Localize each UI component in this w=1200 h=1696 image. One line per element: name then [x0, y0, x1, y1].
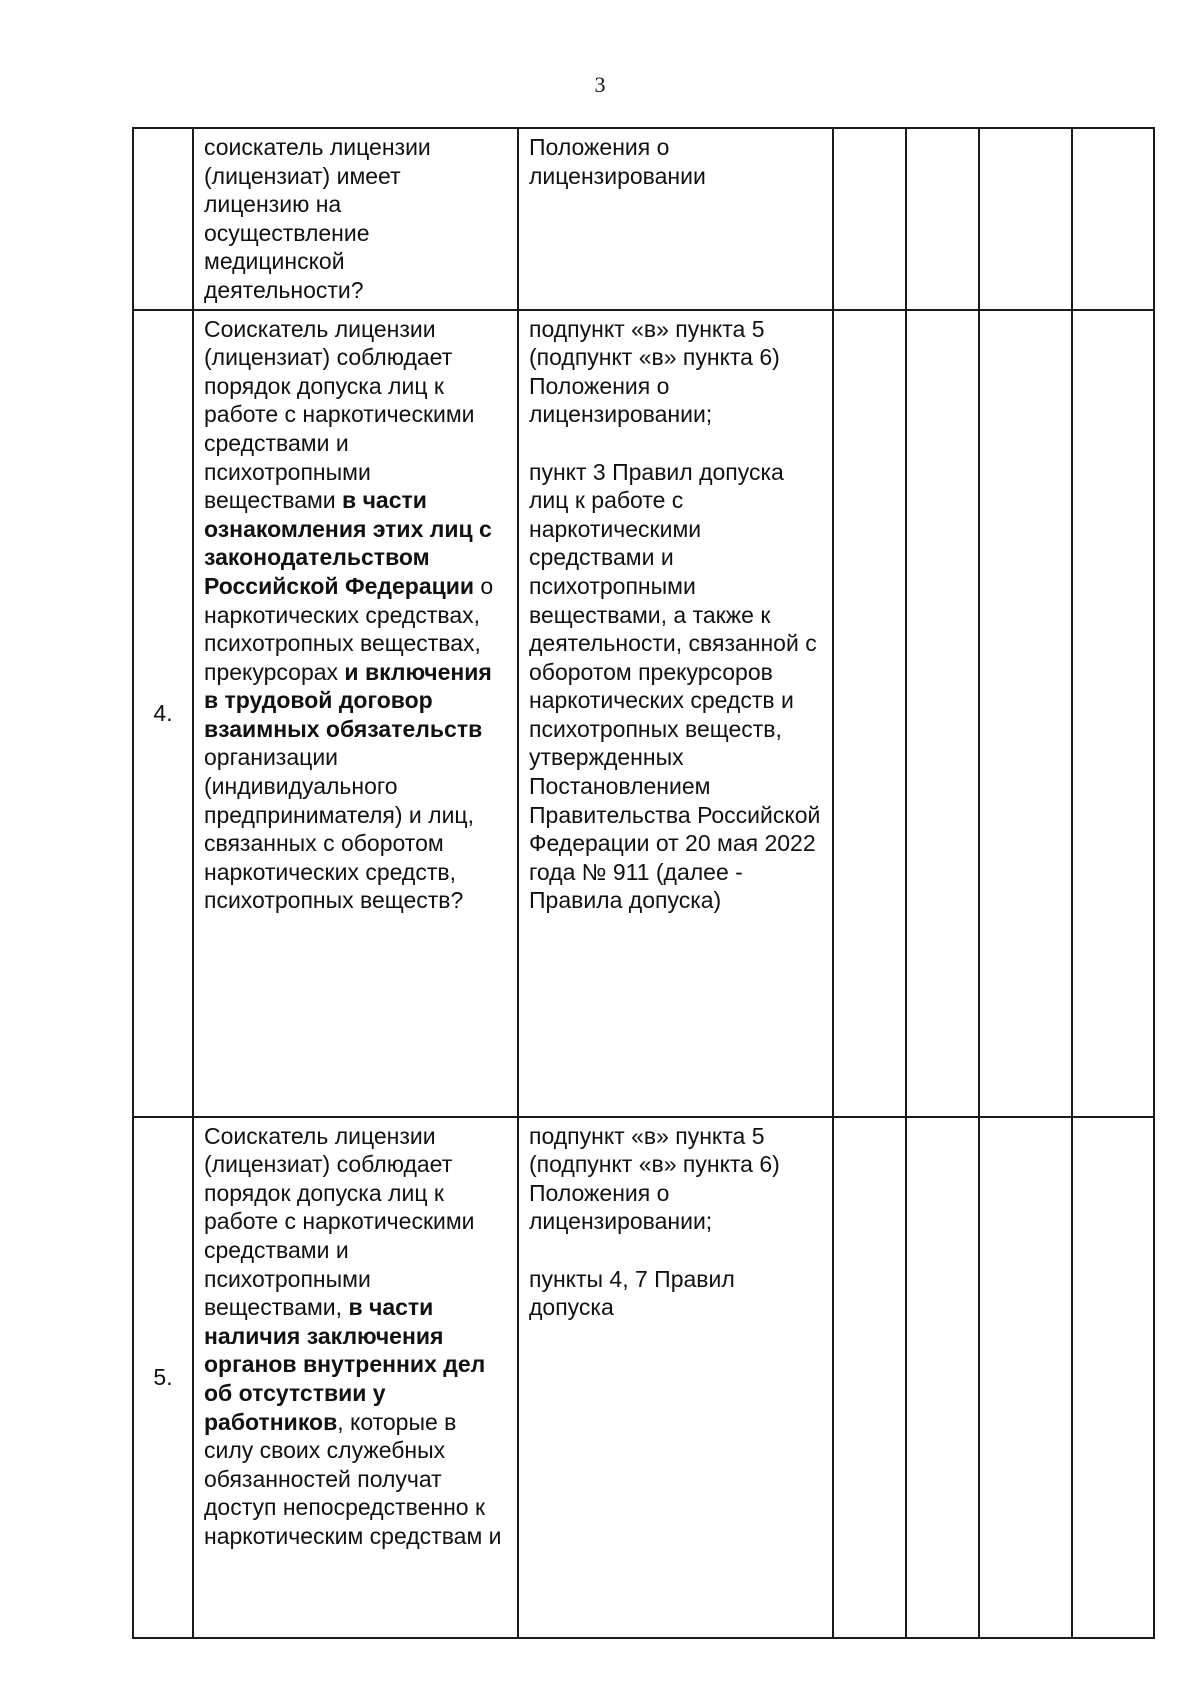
reference-text: пункты 4, 7 Правил допуска	[529, 1265, 735, 1321]
table-row	[133, 128, 1154, 310]
question-text: , которые в силу своих служебных обязанностей получат доступ непосредственно к наркотическим средствам и	[204, 1408, 502, 1549]
page-number: 3	[594, 72, 606, 97]
empty-cell	[979, 310, 1072, 1117]
question-text: о наркотических средствах, психотропных веществах, прекурсорах	[204, 572, 494, 685]
empty-cell	[833, 128, 906, 310]
question-text: Соискатель лицензии (лицензиат) соблюдает порядок допуска лиц к работе с наркотическими средствами и психотропными веществами,	[204, 1122, 475, 1321]
reference-text: пункт 3 Правил допуска лиц к работе с наркотическими средствами и психотропными веществами, а также к деятельности, связанной с оборотом прекурсоров наркотических средств и психотропных веществ, утвержденных Постановлением Правительства Российской Федерации от 20 мая 2022 года № 911 (далее - Правила допуска)	[529, 458, 821, 914]
row-number	[133, 128, 193, 310]
question-cell	[193, 1117, 518, 1638]
question-text: соискатель лицензии (лицензиат) имеет лицензию на осуществление медицинской деятельности?	[204, 134, 431, 303]
row-number: 4.	[133, 310, 193, 1117]
reference-text: Положения о лицензировании	[529, 134, 706, 189]
empty-cell	[906, 1117, 979, 1638]
reference-cell	[518, 1117, 833, 1638]
reference-text: подпункт «в» пункта 5 (подпункт «в» пункта 6) Положения о лицензировании;	[529, 1122, 780, 1235]
empty-cell	[906, 310, 979, 1117]
question-emphasis: в части ознакомления этих лиц с законодательством Российской Федерации	[204, 487, 492, 599]
table-row	[133, 1117, 1154, 1638]
empty-cell	[1072, 1117, 1154, 1638]
empty-cell	[833, 1117, 906, 1638]
reference-cell	[518, 128, 833, 310]
question-text: Соискатель лицензии (лицензиат) соблюдает порядок допуска лиц к работе с наркотическими средствами и психотропными веществами	[204, 315, 475, 514]
empty-cell	[1072, 128, 1154, 310]
question-emphasis: и включения в трудовой договор взаимных обязательств	[204, 658, 492, 742]
row-number: 5.	[133, 1117, 193, 1638]
checklist-table	[132, 127, 1155, 1639]
question-cell	[193, 128, 518, 310]
question-text: организации (индивидуального предпринимателя) и лиц, связанных с оборотом наркотических средств, психотропных веществ?	[204, 744, 474, 914]
question-emphasis: в части наличия заключения органов внутренних дел об отсутствии у работников	[204, 1294, 486, 1435]
question-cell	[193, 310, 518, 1117]
table-row	[133, 310, 1154, 1117]
empty-cell	[1072, 310, 1154, 1117]
empty-cell	[833, 310, 906, 1117]
empty-cell	[906, 128, 979, 310]
empty-cell	[979, 1117, 1072, 1638]
empty-cell	[979, 128, 1072, 310]
reference-text: подпункт «в» пункта 5 (подпункт «в» пункта 6) Положения о лицензировании;	[529, 315, 780, 428]
reference-cell	[518, 310, 833, 1117]
